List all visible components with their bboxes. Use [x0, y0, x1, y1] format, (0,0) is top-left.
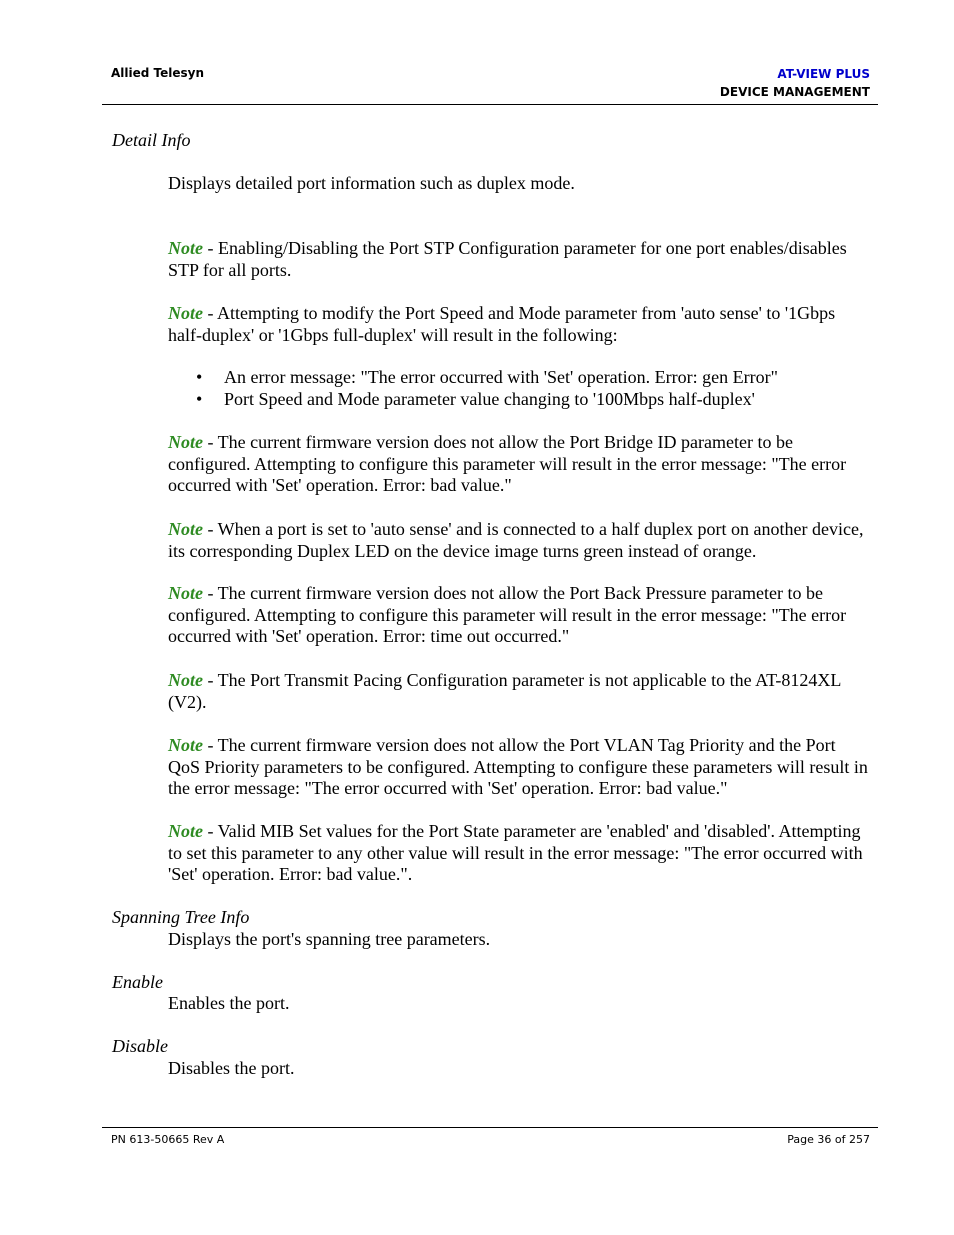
note-text: - The Port Transmit Pacing Configuration parameter is not applicable to the AT-8124XL (V2). [168, 670, 841, 712]
part-number: PN 613-50665 Rev A [111, 1133, 225, 1146]
spanning-tree-heading: Spanning Tree Info [112, 907, 250, 927]
note-label: Note [168, 670, 203, 690]
footer-divider [102, 1127, 878, 1128]
detail-info-description: Displays detailed port information such as duplex mode. [168, 173, 575, 193]
page-number: Page 36 of 257 [787, 1133, 870, 1146]
document-title [720, 65, 870, 101]
note-port-state [168, 821, 868, 886]
list-item: • An error message: "The error occurred with 'Set' operation. Error: gen Error" [168, 367, 868, 389]
note-vlan-qos-priority [168, 735, 868, 800]
note-label: Note [168, 519, 203, 539]
note-text: - Enabling/Disabling the Port STP Configuration parameter for one port enables/disables STP for all ports. [168, 238, 847, 280]
note-port-speed-mode [168, 303, 868, 346]
note-back-pressure [168, 583, 868, 648]
disable-heading: Disable [112, 1036, 168, 1056]
note-text: - The current firmware version does not allow the Port Bridge ID parameter to be configured. Attempting to configure this parameter will result in the error message: "The error occurred with 'Set' operation. Error: bad value." [168, 432, 847, 495]
product-name: AT-VIEW PLUS [777, 67, 870, 81]
note-label: Note [168, 583, 203, 603]
note-text: - Attempting to modify the Port Speed and Mode parameter from 'auto sense' to '1Gbps half-duplex' or '1Gbps full-duplex' will result in the following: [168, 303, 836, 345]
note-label: Note [168, 821, 203, 841]
note-text: - Valid MIB Set values for the Port State parameter are 'enabled' and 'disabled'. Attempting to set this parameter to any other value will result in the error message: "The error occurred with 'Set' operation. Error: bad value.". [168, 821, 863, 884]
section-name: DEVICE MANAGEMENT [719, 85, 870, 99]
note-text: - The current firmware version does not allow the Port VLAN Tag Priority and the Port QoS Priority parameters to be configured. Attempting to configure these parameters will result in the error message: "The error occurred with 'Set' operation. Error: bad value." [168, 735, 868, 798]
bullet-list [168, 367, 868, 410]
detail-info-heading: Detail Info [112, 130, 191, 150]
enable-heading: Enable [112, 972, 163, 992]
note-text: - When a port is set to 'auto sense' and is connected to a half duplex port on another device, its corresponding Duplex LED on the device image turns green instead of orange. [168, 519, 864, 561]
note-label: Note [168, 432, 203, 452]
note-label: Note [168, 303, 203, 323]
note-label: Note [168, 238, 203, 258]
header-divider [102, 104, 878, 105]
disable-description: Disables the port. [168, 1058, 295, 1078]
company-name: Allied Telesyn [111, 66, 205, 80]
note-transmit-pacing [168, 670, 868, 713]
note-label: Note [168, 735, 203, 755]
enable-description: Enables the port. [168, 993, 290, 1013]
list-item: • Port Speed and Mode parameter value changing to '100Mbps half-duplex' [168, 389, 868, 411]
note-duplex-led [168, 519, 868, 562]
note-port-bridge-id [168, 432, 868, 497]
note-text: - The current firmware version does not allow the Port Back Pressure parameter to be configured. Attempting to configure this parameter will result in the error message: "The error occurred with 'Set' operation. Error: time out occurred." [168, 583, 847, 646]
note-stp-configuration [168, 238, 868, 281]
spanning-tree-description: Displays the port's spanning tree parameters. [168, 929, 491, 949]
